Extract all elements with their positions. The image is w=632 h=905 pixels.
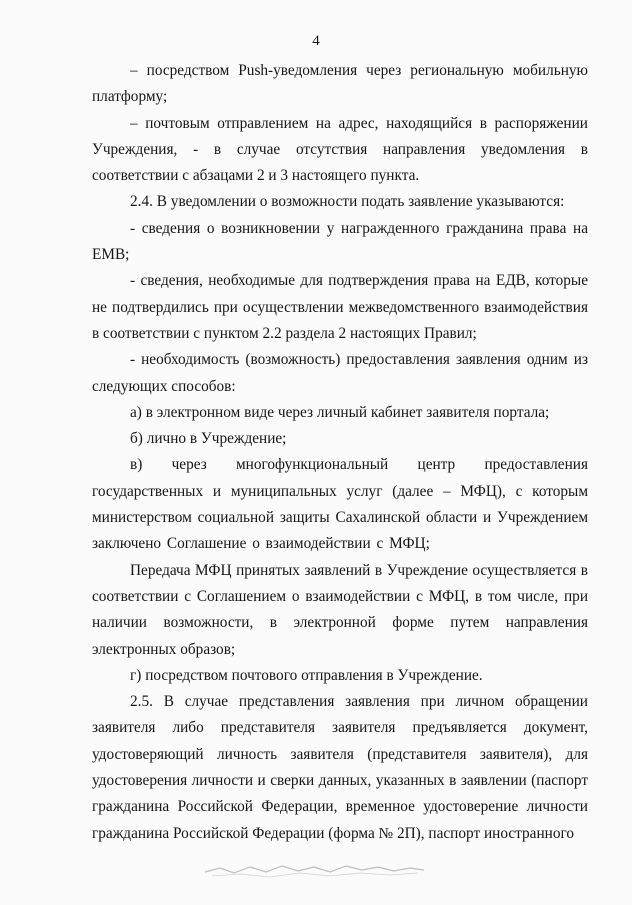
paragraph-section-2-5: 2.5. В случае представления заявления при личном обращении заявителя либо представителя заявителя предъявляется документ, удостоверяющий личность заявителя (представителя заявителя), для удостоверения личности и сверки данных, указанных в заявлении (паспорт гражданина Российской Федерации, временное удостоверение личности гражданина Российской Федерации (форма № 2П), паспорт иностранного [92,693,588,842]
paragraph-section-2-4: 2.4. В уведомлении о возможности подать заявление указываются: [130,193,565,211]
paragraph-method-postal: г) посредством почтового отправления в Учреждение. [130,666,483,684]
paragraph-method-mfc: в) через многофункциональный центр предоставления государственных и муниципальных услуг (далее – МФЦ), с которым министерством социальной защиты Сахалинской области и Учреждением заключено Соглашение о взаимодействии с МФЦ; [92,456,588,553]
document-body [92,58,588,847]
paragraph-postal-notification: – почтовым отправлением на адрес, находящийся в распоряжении Учреждения, - в случае отсутствия направления уведомления в соответствии с абзацами 2 и 3 настоящего пункта. [92,114,588,185]
paragraph-right-emergence: - сведения о возникновении у награжденного гражданина права на ЕМВ; [92,219,588,264]
paragraph-method-in-person: б) лично в Учреждение; [130,430,287,448]
paragraph-push-notification: – посредством Push-уведомления через региональную мобильную платформу; [92,62,588,106]
paragraph-unconfirmed-info: - сведения, необходимые для подтверждения права на ЕДВ, которые не подтвердились при осуществлении межведомственного взаимодействия в соответствии с пунктом 2.2 раздела 2 настоящих Правил; [92,272,588,342]
page-number: 4 [312,33,320,49]
paragraph-submission-methods: - необходимость (возможность) предоставления заявления одним из следующих способов: [92,351,588,395]
scan-artifact [200,858,430,882]
paragraph-mfc-transfer: Передача МФЦ принятых заявлений в Учреждение осуществляется в соответствии с Соглашением о взаимодействии с МФЦ, в том числе, при наличии возможности, в электронной форме путем направления электронных образов; [92,561,588,658]
paragraph-method-electronic: а) в электронном виде через личный кабинет заявителя портала; [130,403,550,421]
